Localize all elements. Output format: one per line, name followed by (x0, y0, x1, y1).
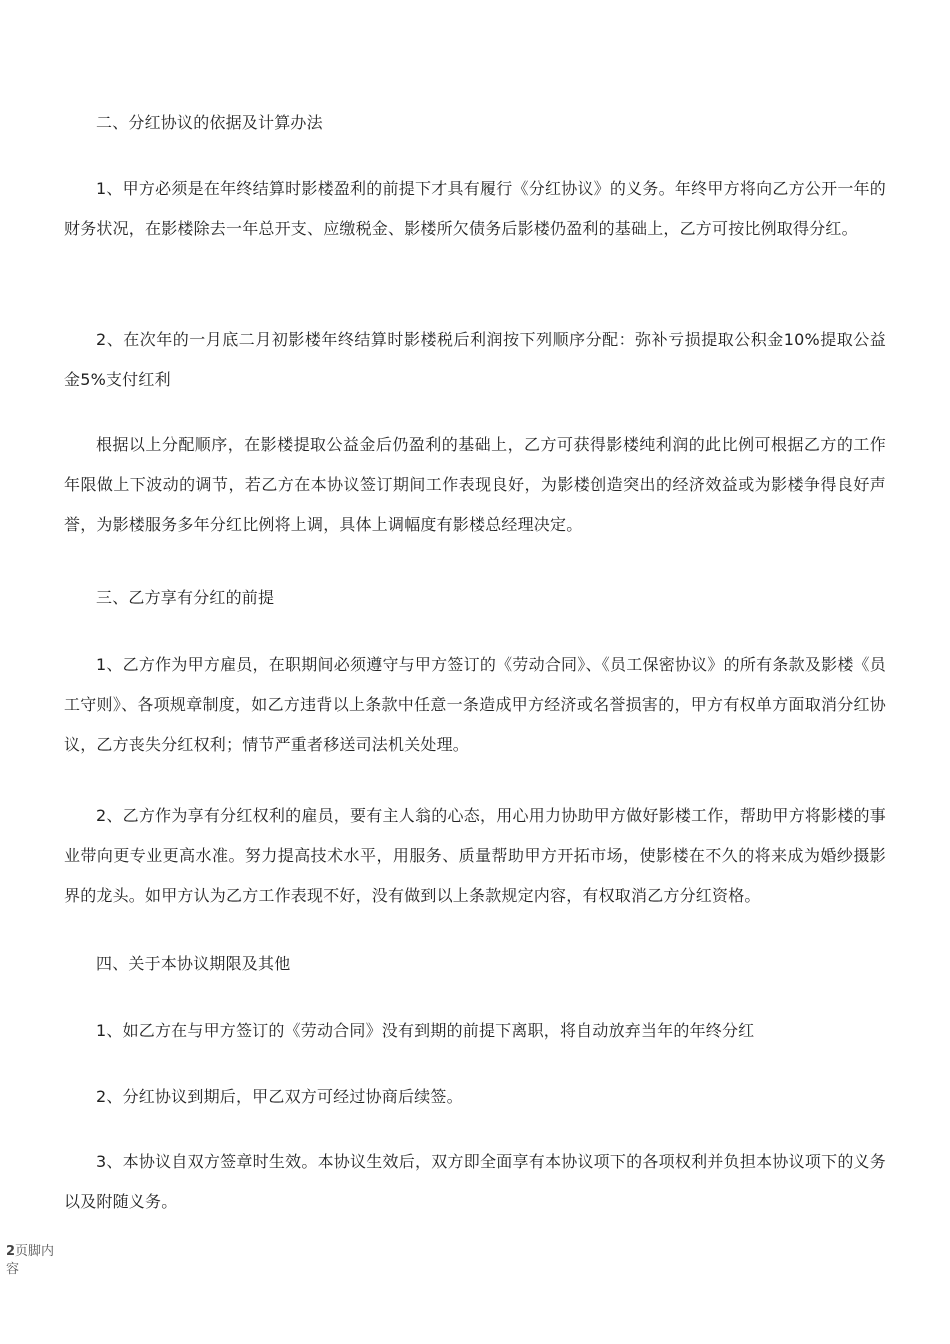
section-heading-3: 三、乙方享有分红的前提 (96, 588, 275, 607)
paragraph-4-2: 2、分红协议到期后，甲乙双方可经过协商后续签。 (96, 1087, 463, 1106)
page-number: 2 (6, 1244, 16, 1259)
paragraph-2-1: 1、甲方必须是在年终结算时影楼盈利的前提下才具有履行《分红协议》的义务。年终甲方将向乙方公开一年的财务状况，在影楼除去一年总开支、应缴税金、影楼所欠债务后影楼仍盈利的基础上，乙方可按比例取得分红。 (64, 179, 886, 238)
paragraph-3-1: 1、乙方作为甲方雇员，在职期间必须遵守与甲方签订的《劳动合同》、《员工保密协议》的所有条款及影楼《员工守则》、各项规章制度，如乙方违背以上条款中任意一条造成甲方经济或名誉损害的，甲方有权单方面取消分红协议，乙方丧失分红权利；情节严重者移送司法机关处理。 (64, 655, 886, 754)
paragraph-2-3: 根据以上分配顺序，在影楼提取公益金后仍盈利的基础上，乙方可获得影楼纯利润的此比例可根据乙方的工作年限做上下波动的调节，若乙方在本协议签订期间工作表现良好，为影楼创造突出的经济效益或为影楼争得良好声誉，为影楼服务多年分红比例将上调，具体上调幅度有影楼总经理决定。 (64, 435, 886, 534)
footer-label: 页脚内容 (6, 1244, 55, 1277)
section-heading-4: 四、关于本协议期限及其他 (96, 954, 291, 973)
section-heading-2: 二、分红协议的依据及计算办法 (96, 113, 323, 132)
paragraph-2-2: 2、在次年的一月底二月初影楼年终结算时影楼税后利润按下列顺序分配：弥补亏损提取公积金10%提取公益金5%支付红利 (64, 330, 886, 389)
paragraph-4-3: 3、本协议自双方签章时生效。本协议生效后，双方即全面享有本协议项下的各项权利并负担本协议项下的义务以及附随义务。 (64, 1152, 886, 1211)
paragraph-4-1: 1、如乙方在与甲方签订的《劳动合同》没有到期的前提下离职，将自动放弃当年的年终分红 (96, 1021, 755, 1040)
page-footer (6, 1243, 58, 1279)
paragraph-3-2: 2、乙方作为享有分红权利的雇员，要有主人翁的心态，用心用力协助甲方做好影楼工作，帮助甲方将影楼的事业带向更专业更高水准。努力提高技术水平，用服务、质量帮助甲方开拓市场，使影楼在不久的将来成为婚纱摄影界的龙头。如甲方认为乙方工作表现不好，没有做到以上条款规定内容，有权取消乙方分红资格。 (64, 806, 886, 905)
